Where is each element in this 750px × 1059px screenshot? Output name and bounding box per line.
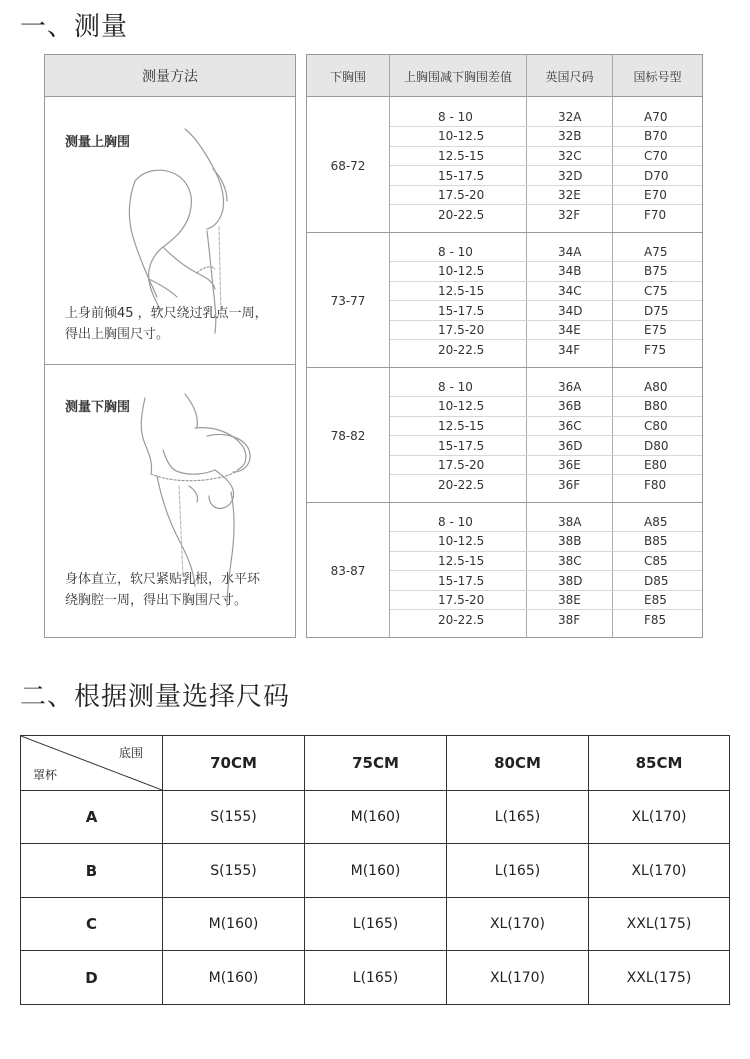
difference-cell: 8 - 10 <box>438 379 473 394</box>
corner-cup-label: 罩杯 <box>33 768 58 782</box>
measure-method-panel <box>44 54 296 638</box>
size-cell: XL(170) <box>489 916 546 932</box>
uk-size-cell: 38A <box>558 514 582 529</box>
uk-size-cell: 38F <box>558 612 581 627</box>
table-row <box>390 590 702 610</box>
national-size-cell: E70 <box>644 188 667 203</box>
national-size-cell: E85 <box>644 593 667 608</box>
size-cell: XL(170) <box>631 809 687 825</box>
section-title-select-size: 二、根据测量选择尺码 <box>20 682 291 712</box>
table-row <box>390 242 702 262</box>
uk-size-cell: 34C <box>558 283 582 298</box>
difference-cell: 15-17.5 <box>438 168 485 183</box>
section-title-measure: 一、测量 <box>20 12 129 42</box>
table-row <box>390 610 702 630</box>
table-row <box>390 127 702 147</box>
uk-size-cell: 32D <box>558 168 583 183</box>
header-difference: 上胸围减下胸围差值 <box>403 69 512 84</box>
table-row <box>390 205 702 225</box>
uk-size-cell: 36C <box>558 418 582 433</box>
uk-size-cell: 32B <box>558 129 582 144</box>
table-row <box>390 301 702 321</box>
band-range: 83-87 <box>330 563 366 578</box>
bust-size-chart <box>306 54 703 638</box>
difference-cell: 12.5-15 <box>438 148 485 163</box>
col-header-70: 70CM <box>210 754 257 772</box>
size-cell: XL(170) <box>489 969 546 986</box>
table-row <box>390 416 702 436</box>
difference-cell: 20-22.5 <box>438 612 485 627</box>
size-cell: M(160) <box>350 809 401 825</box>
difference-cell: 20-22.5 <box>438 207 485 222</box>
difference-cell: 8 - 10 <box>438 244 473 259</box>
difference-cell: 20-22.5 <box>438 342 485 357</box>
uk-size-cell: 36A <box>558 379 582 394</box>
national-size-cell: E75 <box>644 323 667 338</box>
national-size-cell: F70 <box>644 207 667 222</box>
difference-cell: 10-12.5 <box>438 534 485 549</box>
size-cell: XL(170) <box>631 862 687 879</box>
cup-label: D <box>85 968 98 987</box>
table-row <box>390 340 702 360</box>
upper-bust-desc-2: 得出上胸围尺寸。 <box>65 327 170 342</box>
size-chart-header <box>307 55 702 97</box>
size-cell: XXL(175) <box>626 916 692 932</box>
table-row <box>390 377 702 397</box>
uk-size-cell: 34A <box>558 244 582 259</box>
col-header-80: 80CM <box>494 754 541 772</box>
table-row <box>390 320 702 340</box>
uk-size-cell: 34D <box>558 303 583 318</box>
difference-cell: 10-12.5 <box>438 129 485 144</box>
difference-cell: 15-17.5 <box>438 438 485 453</box>
size-cell: L(165) <box>494 809 541 825</box>
upper-bust-cell <box>45 97 295 365</box>
lower-bust-desc-2: 绕胸腔一周，得出下胸围尺寸。 <box>65 593 248 608</box>
lower-bust-label: 测量下胸围 <box>65 400 131 415</box>
table-row <box>390 146 702 166</box>
national-size-cell: B70 <box>644 129 668 144</box>
national-size-cell: D75 <box>644 303 669 318</box>
uk-size-cell: 32F <box>558 207 581 222</box>
difference-cell: 15-17.5 <box>438 303 485 318</box>
lower-bust-desc-1: 身体直立，软尺紧贴乳根，水平环 <box>65 572 261 587</box>
national-size-cell: A70 <box>644 109 668 124</box>
difference-cell: 8 - 10 <box>438 109 473 124</box>
cup-label: B <box>85 861 98 880</box>
national-size-cell: E80 <box>644 458 667 473</box>
method-header: 测量方法 <box>45 55 295 97</box>
table-row <box>390 281 702 301</box>
national-size-cell: C80 <box>644 418 668 433</box>
uk-size-cell: 38D <box>558 573 583 588</box>
difference-cell: 10-12.5 <box>438 264 485 279</box>
national-size-cell: D80 <box>644 438 669 453</box>
size-cell: L(165) <box>352 969 399 986</box>
header-uk-size: 英国尺码 <box>545 69 594 84</box>
upper-bust-label: 测量上胸围 <box>65 135 131 150</box>
uk-size-cell: 38C <box>558 553 582 568</box>
national-size-cell: A75 <box>644 244 668 259</box>
difference-cell: 15-17.5 <box>438 573 485 588</box>
table-row <box>390 397 702 417</box>
table-row <box>390 571 702 591</box>
cup-label: A <box>85 808 98 826</box>
size-cell: M(160) <box>350 862 401 879</box>
uk-size-cell: 36D <box>558 438 583 453</box>
size-cell: L(165) <box>352 916 399 932</box>
table-row <box>390 107 702 127</box>
difference-cell: 12.5-15 <box>438 283 485 298</box>
band-range: 73-77 <box>330 293 366 308</box>
size-cell: L(165) <box>494 862 541 879</box>
difference-cell: 12.5-15 <box>438 553 485 568</box>
national-size-cell: F75 <box>644 342 667 357</box>
table-row <box>390 436 702 456</box>
col-header-85: 85CM <box>635 754 683 772</box>
difference-cell: 17.5-20 <box>438 593 485 608</box>
national-size-cell: C85 <box>644 553 668 568</box>
national-size-cell: C70 <box>644 148 668 163</box>
size-cell: S(155) <box>210 809 257 825</box>
uk-size-cell: 34B <box>558 264 582 279</box>
table-row <box>390 455 702 475</box>
size-cell: XXL(175) <box>626 969 692 986</box>
table-row <box>390 551 702 571</box>
difference-cell: 17.5-20 <box>438 458 485 473</box>
national-size-cell: D85 <box>644 573 669 588</box>
national-size-cell: C75 <box>644 283 668 298</box>
difference-cell: 17.5-20 <box>438 323 485 338</box>
national-size-cell: F80 <box>644 477 667 492</box>
national-size-cell: A85 <box>644 514 668 529</box>
band-range: 68-72 <box>330 158 366 173</box>
uk-size-cell: 34E <box>558 323 581 338</box>
table-row <box>390 185 702 205</box>
corner-band-label: 底围 <box>119 746 144 760</box>
difference-cell: 17.5-20 <box>438 188 485 203</box>
table-row <box>390 262 702 282</box>
table-row <box>390 475 702 495</box>
lower-bust-cell <box>45 366 295 637</box>
col-header-75: 75CM <box>352 754 399 772</box>
national-size-cell: F85 <box>644 612 667 627</box>
header-national-size: 国标号型 <box>633 69 682 84</box>
national-size-cell: B85 <box>644 534 668 549</box>
national-size-cell: D70 <box>644 168 669 183</box>
uk-size-cell: 32C <box>558 148 582 163</box>
uk-size-cell: 32E <box>558 188 581 203</box>
uk-size-cell: 32A <box>558 109 582 124</box>
difference-cell: 8 - 10 <box>438 514 473 529</box>
header-underbust: 下胸围 <box>329 69 366 84</box>
difference-cell: 20-22.5 <box>438 477 485 492</box>
size-cell: M(160) <box>208 916 259 932</box>
uk-size-cell: 36E <box>558 458 581 473</box>
table-row <box>390 532 702 552</box>
difference-cell: 12.5-15 <box>438 418 485 433</box>
uk-size-cell: 38B <box>558 534 582 549</box>
uk-size-cell: 34F <box>558 342 581 357</box>
table-row <box>390 512 702 532</box>
upper-bust-desc-1: 上身前倾45 ，软尺绕过乳点一周， <box>65 306 268 321</box>
size-cell: S(155) <box>210 862 257 879</box>
size-cell: M(160) <box>208 969 259 986</box>
table-row <box>390 166 702 186</box>
national-size-cell: A80 <box>644 379 668 394</box>
band-range: 78-82 <box>330 428 366 443</box>
uk-size-cell: 36B <box>558 399 582 414</box>
uk-size-cell: 36F <box>558 477 581 492</box>
cup-label: C <box>85 915 97 933</box>
uk-size-cell: 38E <box>558 593 581 608</box>
national-size-cell: B80 <box>644 399 668 414</box>
size-selection-table <box>20 735 730 1005</box>
difference-cell: 10-12.5 <box>438 399 485 414</box>
national-size-cell: B75 <box>644 264 668 279</box>
